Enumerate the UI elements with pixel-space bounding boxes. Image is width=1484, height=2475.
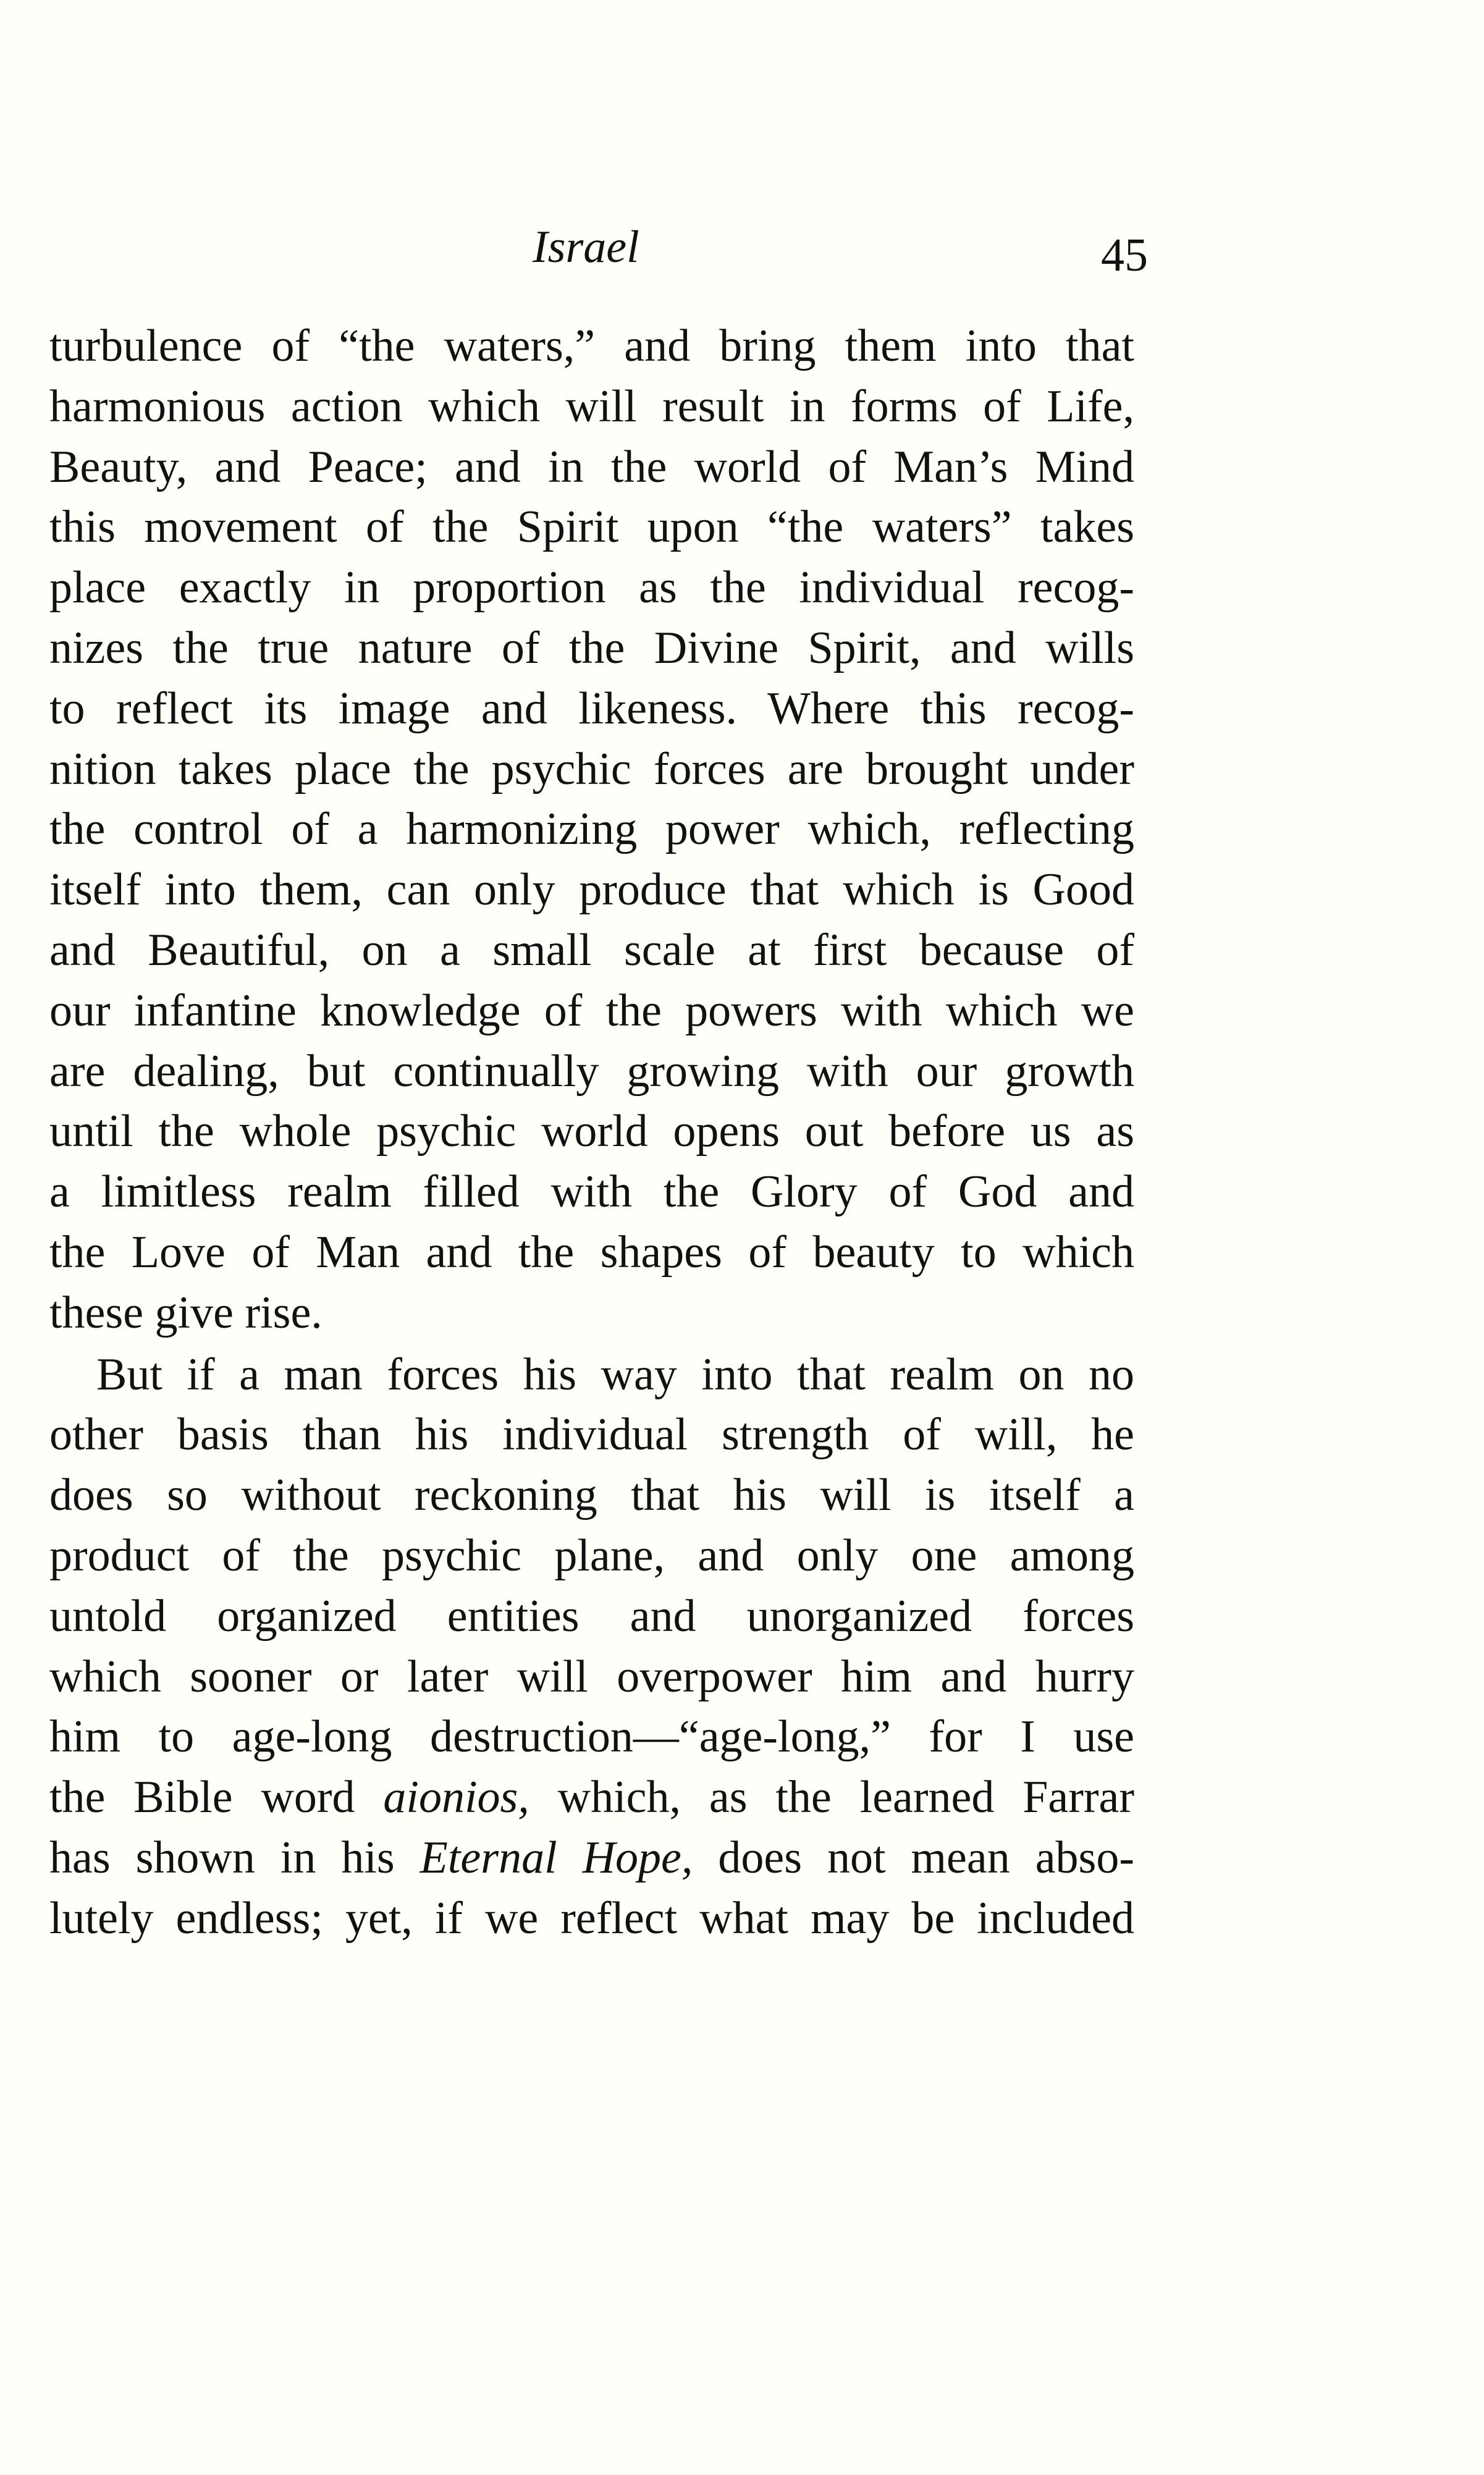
text-segment: has shown in his xyxy=(49,1832,420,1883)
text-line: turbulence of “the waters,” and bring them into that xyxy=(49,321,1134,371)
running-head-title: Israel xyxy=(533,222,639,272)
text-line: to reflect its image and likeness. Where this recog- xyxy=(49,683,1134,734)
text-line: are dealing, but continually growing with our growth xyxy=(49,1045,1134,1097)
text-line: him to age-long destruction—“age-long,” for I use xyxy=(49,1711,1134,1763)
italic-word: aionios, xyxy=(383,1772,529,1823)
text-line: does so without reckoning that his will is itself a xyxy=(49,1470,1134,1521)
text-line: these give rise. xyxy=(49,1287,323,1338)
text-line: itself into them, can only produce that which is Good xyxy=(49,864,1134,916)
text-line: this movement of the Spirit upon “the waters” takes xyxy=(49,502,1134,553)
text-line: until the whole psychic world opens out before us as xyxy=(49,1106,1134,1157)
paragraph-1 xyxy=(49,316,1134,1344)
paragraph-2 xyxy=(49,1345,1134,1949)
text-line: the control of a harmonizing power which, reflecting xyxy=(49,804,1134,855)
text-line: product of the psychic plane, and only one among xyxy=(49,1530,1134,1581)
body-text xyxy=(49,316,1134,1949)
text-line: untold organized entities and unorganized forces xyxy=(49,1590,1134,1642)
text-line: nition takes place the psychic forces are brought under xyxy=(49,743,1134,795)
text-line: which sooner or later will overpower him and hurry xyxy=(49,1651,1134,1702)
text-line xyxy=(49,1828,1134,1889)
text-line: Beauty, and Peace; and in the world of Man’s Mind xyxy=(49,441,1134,492)
text-line xyxy=(49,1768,1134,1828)
text-line: other basis than his individual strength of will, he xyxy=(49,1409,1134,1461)
text-line: lutely endless; yet, if we reflect what may be included xyxy=(49,1892,1134,1944)
text-segment: which, as the learned Farrar xyxy=(529,1772,1134,1823)
text-line: our infantine knowledge of the powers with which we xyxy=(49,985,1134,1036)
text-line: harmonious action which will result in forms of Life, xyxy=(49,381,1134,432)
page-number: 45 xyxy=(1101,229,1148,281)
text-line: place exactly in proportion as the individual recog- xyxy=(49,562,1134,613)
running-head xyxy=(0,221,1484,283)
text-line: the Love of Man and the shapes of beauty to which xyxy=(49,1226,1134,1278)
text-line: nizes the true nature of the Divine Spirit, and wills xyxy=(49,622,1134,673)
text-line: But if a man forces his way into that realm on no xyxy=(96,1349,1134,1400)
text-segment: does not mean abso- xyxy=(693,1832,1134,1883)
text-segment: the Bible word xyxy=(49,1772,384,1823)
text-line: a limitless realm filled with the Glory of God and xyxy=(49,1166,1134,1218)
text-line: and Beautiful, on a small scale at first because of xyxy=(49,924,1134,976)
italic-title: Eternal Hope, xyxy=(419,1832,693,1883)
